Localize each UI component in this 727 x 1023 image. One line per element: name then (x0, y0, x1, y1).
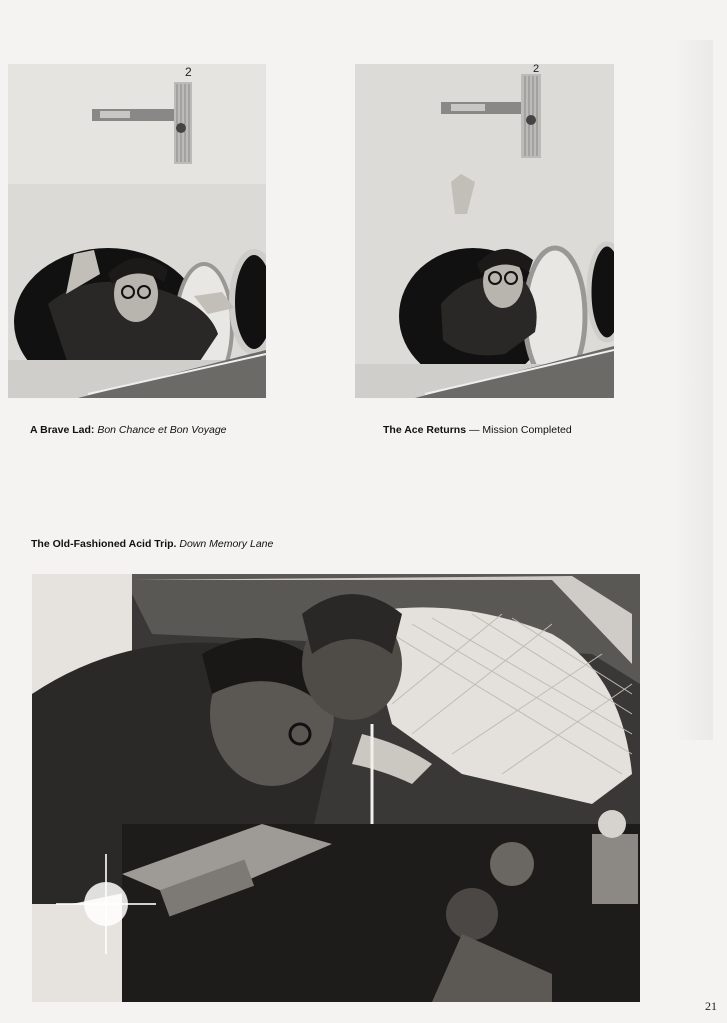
photo-acid-trip-image (32, 574, 640, 1002)
page-number: 21 (705, 999, 717, 1013)
caption-brave-lad-italic: Bon Chance et Bon Voyage (97, 424, 227, 436)
caption-ace-returns (383, 424, 572, 437)
photo-ace-returns (355, 64, 614, 398)
photo-acid-trip (32, 574, 640, 1002)
caption-acid-trip (31, 538, 273, 551)
caption-acid-trip-italic: Down Memory Lane (179, 538, 274, 550)
photo-brave-lad-image (8, 64, 266, 398)
caption-acid-trip-bold: The Old-Fashioned Acid Trip. (31, 538, 177, 550)
caption-ace-returns-bold: The Ace Returns (383, 424, 467, 436)
photo-brave-lad (8, 64, 266, 398)
photo-ace-returns-image (355, 64, 614, 398)
caption-brave-lad (30, 424, 227, 437)
caption-ace-returns-normal: — Mission Completed (466, 424, 572, 436)
dryer-number-1: 2 (185, 65, 192, 79)
page-bleed-shadow (673, 40, 713, 740)
dryer-number-2: 2 (533, 64, 540, 75)
caption-brave-lad-bold: A Brave Lad: (30, 424, 95, 436)
